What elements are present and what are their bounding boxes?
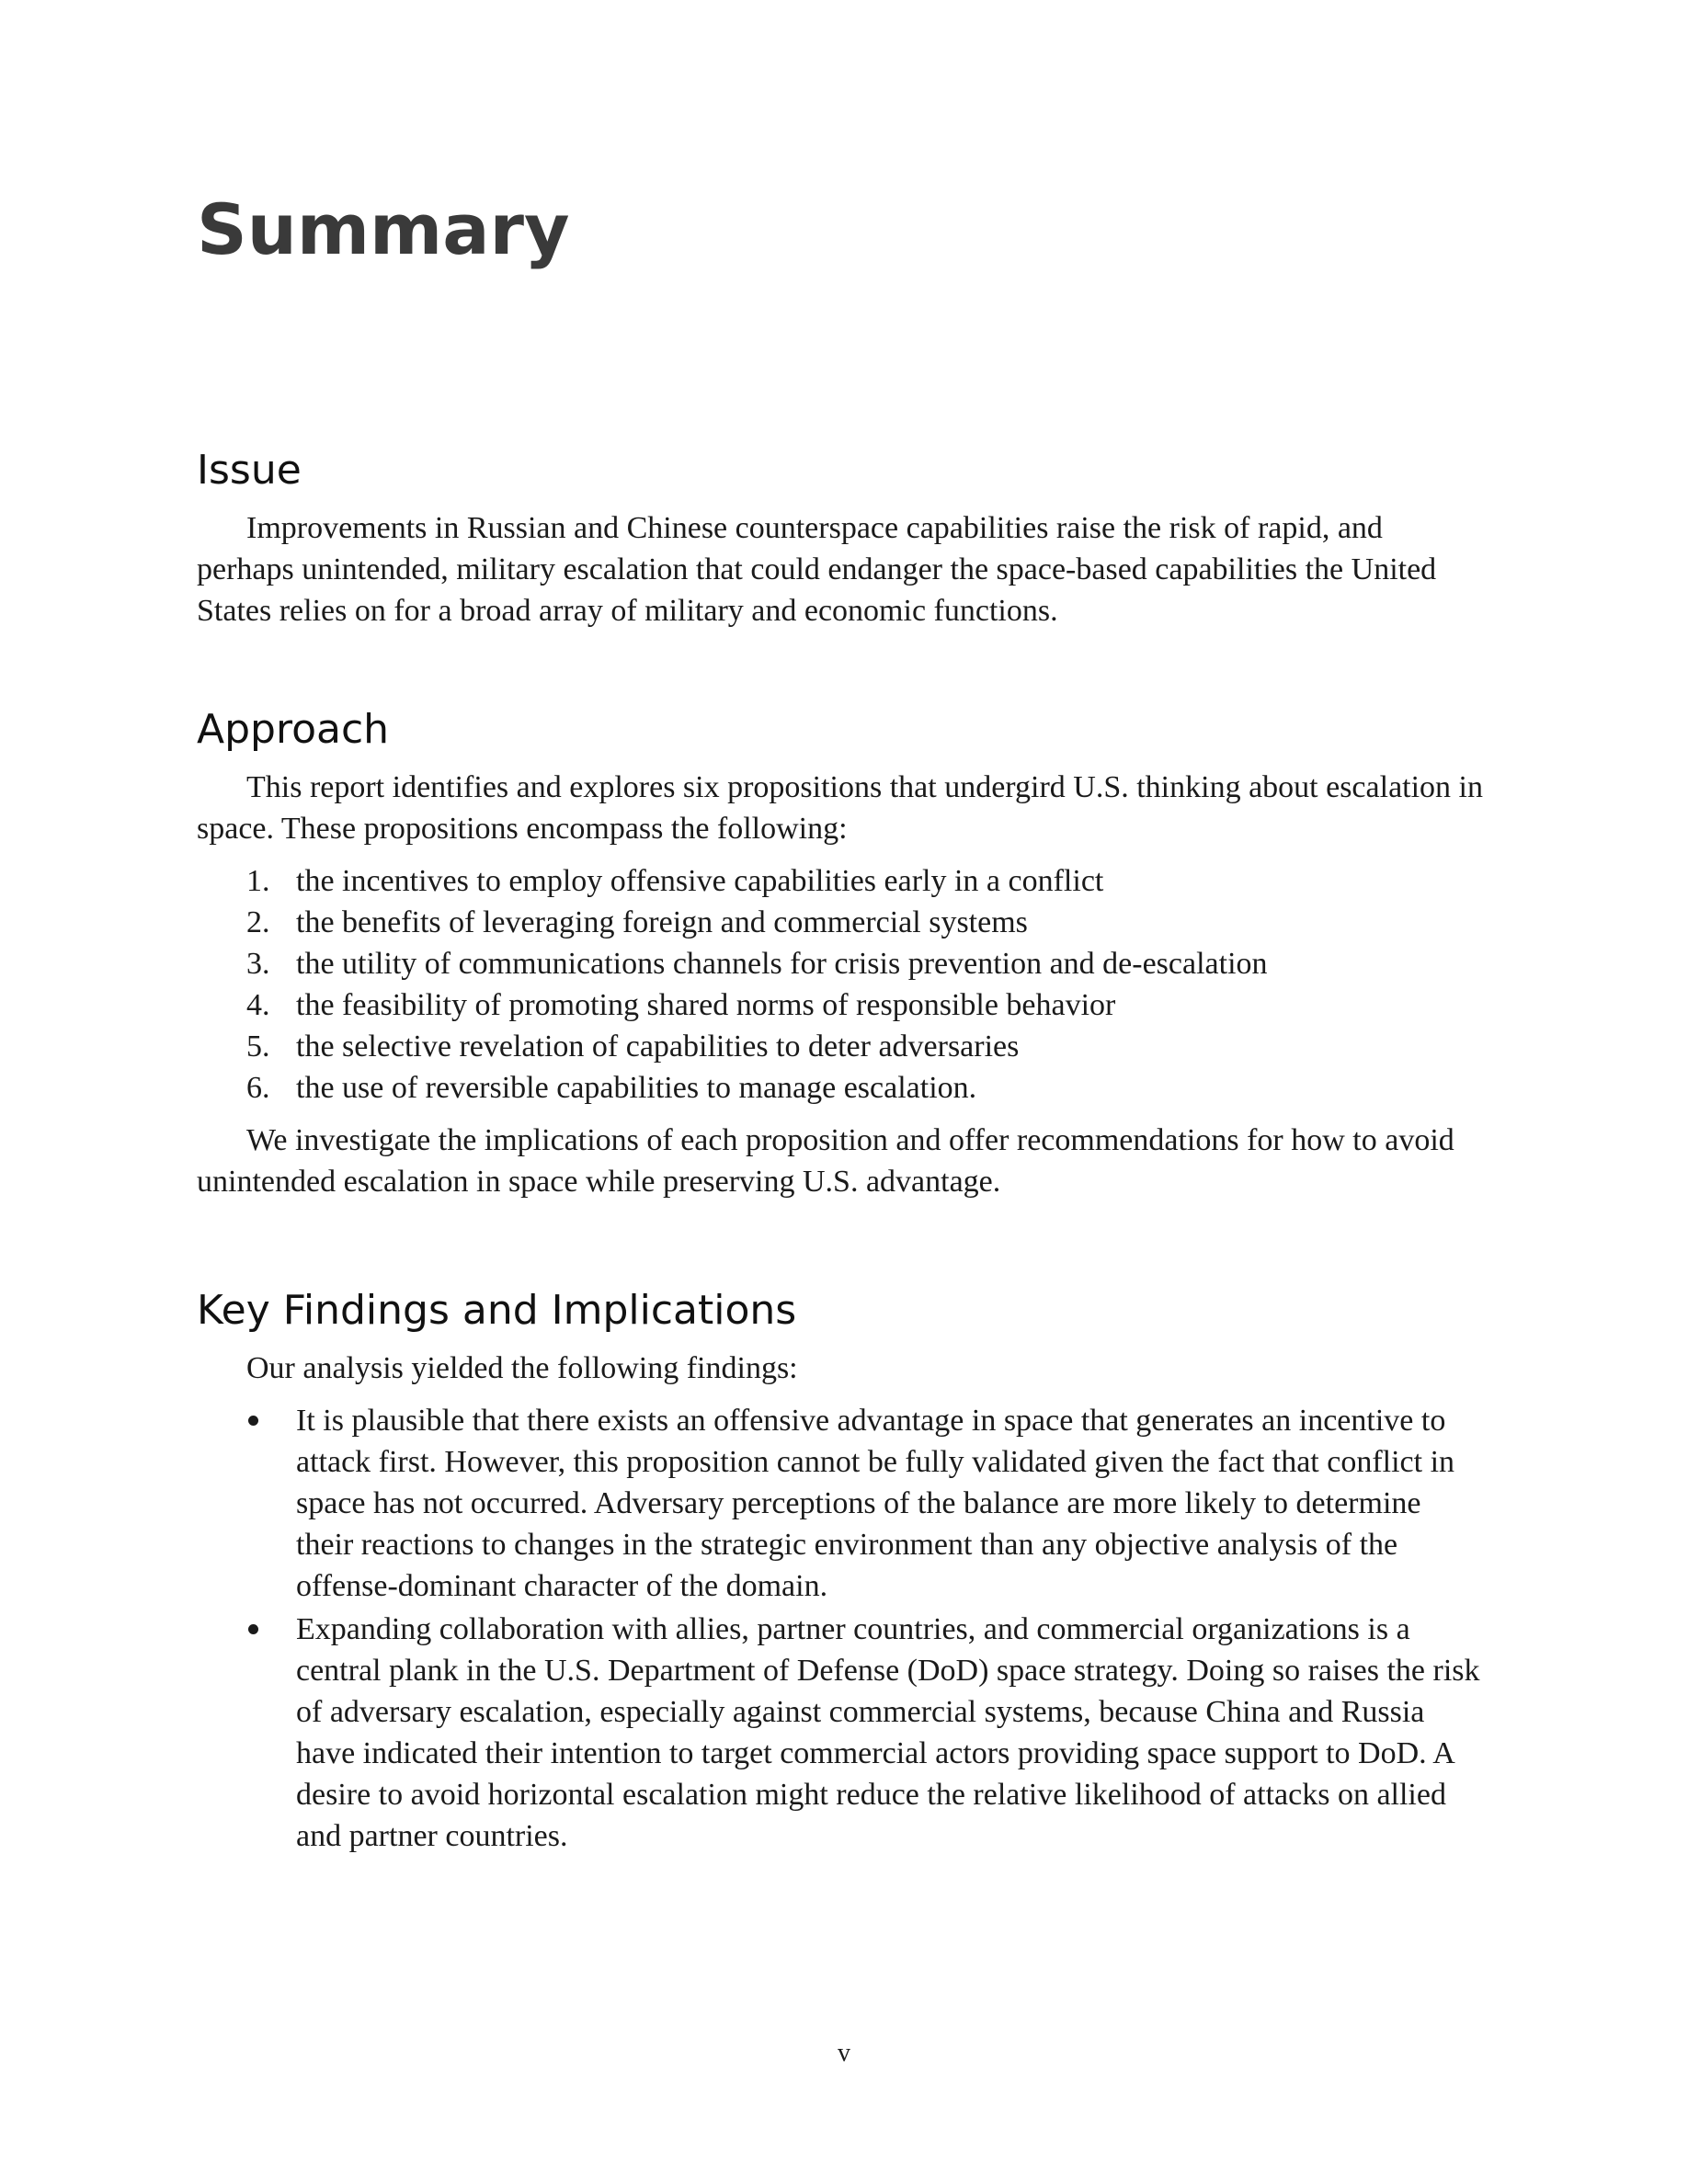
list-item [197,1400,1484,1607]
list-number: 4. [246,988,270,1023]
page-title: Summary [197,188,570,270]
page-number: v [838,2039,850,2067]
list-item-text: the benefits of leveraging foreign and commercial systems [296,905,1028,940]
propositions-list [197,860,1484,1109]
finding-text: It is plausible that there exists an offensive advantage in space that generates an incentive to attack first. However, this proposition cannot be fully validated given the fact that conflict in space has not occurred. Adversary perceptions of the balance are more likely to determine their reactions to changes in the strategic environment than any objective analysis of the offense-dominant character of the domain. [296,1404,1455,1604]
list-item-text: the feasibility of promoting shared norms of responsible behavior [296,988,1116,1023]
list-item [197,1067,1484,1109]
approach-intro: This report identifies and explores six propositions that undergird U.S. thinking about escalation in space. These propositions encompass the following: [197,770,1483,847]
list-item-text: the use of reversible capabilities to manage escalation. [296,1071,977,1106]
list-item [197,1026,1484,1067]
section-issue [197,449,1484,631]
list-number: 5. [246,1029,270,1064]
issue-paragraph: Improvements in Russian and Chinese counterspace capabilities raise the risk of rapid, and perhaps unintended, military escalation that could endanger the space-based capabilities the United States relies on for a broad array of military and economic functions. [197,511,1437,629]
section-key-findings [197,1289,1484,1868]
list-number: 1. [246,864,270,899]
list-item-text: the incentives to employ offensive capabilities early in a conflict [296,864,1104,899]
findings-heading: Key Findings and Implications [197,1287,797,1334]
list-number: 3. [246,947,270,982]
section-approach [197,708,1484,1202]
bullet-icon [248,1624,258,1634]
list-item [197,860,1484,902]
list-item-text: the utility of communications channels for crisis prevention and de-escalation [296,947,1268,982]
findings-intro: Our analysis yielded the following findings: [246,1351,798,1386]
list-item [197,984,1484,1026]
approach-outro: We investigate the implications of each proposition and offer recommendations for how to avoid unintended escalation in space while preserving U.S. advantage. [197,1123,1454,1200]
bullet-icon [248,1416,258,1426]
list-item [197,943,1484,984]
issue-heading: Issue [197,447,302,494]
approach-heading: Approach [197,706,390,753]
list-number: 2. [246,905,270,940]
list-item-text: the selective revelation of capabilities to deter adversaries [296,1029,1020,1064]
list-item [197,1609,1484,1857]
list-item [197,902,1484,943]
list-number: 6. [246,1071,270,1106]
finding-text: Expanding collaboration with allies, partner countries, and commercial organizations is a central plank in the U.S. Department of Defense (DoD) space strategy. Doing so raises the risk of adversary escalation, especially against commercial systems, because China and Russia have indicated their intention to target commercial actors providing space support to DoD. A desire to avoid horizontal escalation might reduce the relative likelihood of attacks on allied and partner countries. [296,1612,1480,1854]
findings-list [197,1400,1484,1857]
